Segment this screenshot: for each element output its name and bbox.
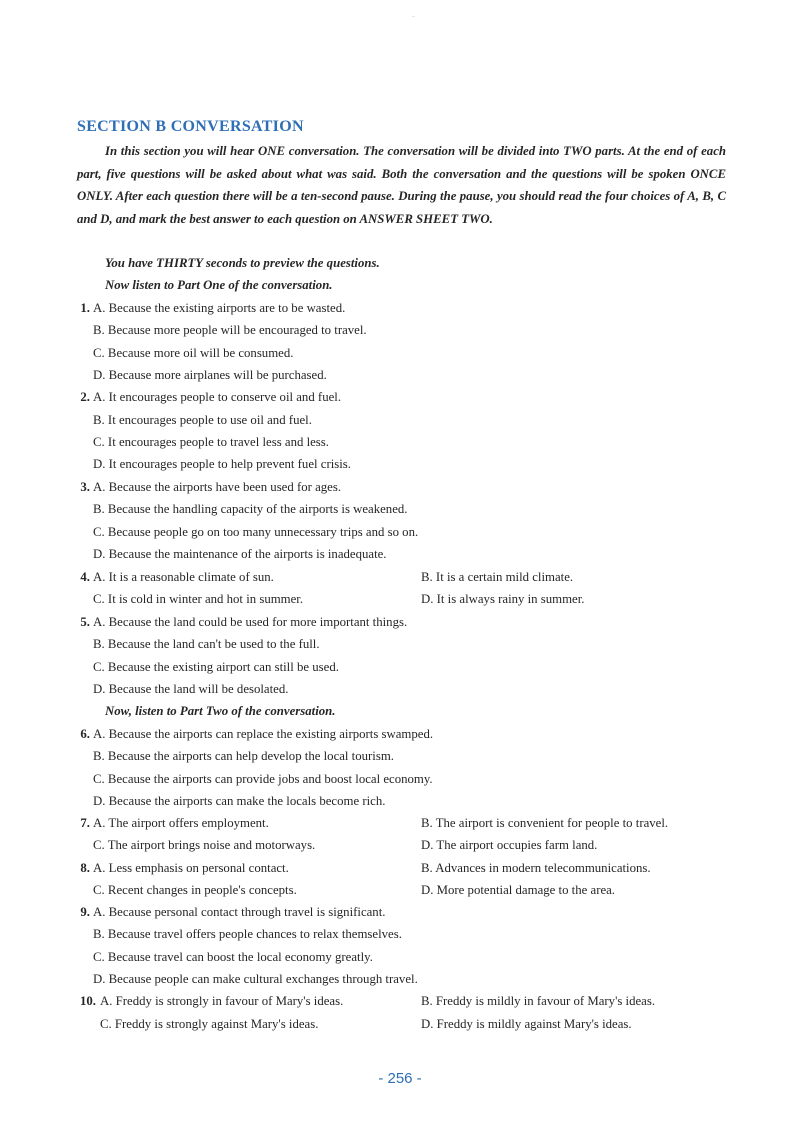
option-b: B. It encourages people to use oil and fuel. [93, 413, 312, 427]
preview-note: You have THIRTY seconds to preview the questions. [105, 256, 380, 270]
option-a: A. Less emphasis on personal contact. [93, 861, 289, 875]
option-b: B. Because more people will be encouraged to travel. [93, 323, 367, 337]
option-d: D. The airport occupies farm land. [421, 838, 598, 852]
option-d: D. Because the maintenance of the airports is inadequate. [93, 547, 387, 561]
option-c: C. Because the airports can provide jobs and boost local economy. [93, 772, 433, 786]
option-a: A. Freddy is strongly in favour of Mary's ideas. [100, 994, 344, 1008]
option-d: D. It encourages people to help prevent fuel crisis. [93, 457, 351, 471]
option-b: B. Freddy is mildly in favour of Mary's ideas. [421, 994, 656, 1008]
option-b: B. Because the handling capacity of the airports is weakened. [93, 502, 408, 516]
question-number: 9. [80, 905, 90, 919]
option-c: C. It encourages people to travel less and less. [93, 435, 329, 449]
option-c: C. Recent changes in people's concepts. [93, 883, 297, 897]
option-d: D. Because more airplanes will be purchased. [93, 368, 327, 382]
option-c: C. The airport brings noise and motorways. [93, 838, 316, 852]
option-c: C. It is cold in winter and hot in summer. [93, 592, 304, 606]
page-number: - 256 - [378, 1070, 422, 1087]
question-number: 3. [80, 480, 90, 494]
option-b: B. Because the airports can help develop the local tourism. [93, 749, 394, 763]
section-title: SECTION B CONVERSATION [77, 118, 304, 135]
question-number: 5. [80, 615, 90, 629]
option-c: C. Freddy is strongly against Mary's ideas. [100, 1017, 319, 1031]
question-number: 6. [80, 727, 90, 741]
option-b: B. Because travel offers people chances to relax themselves. [93, 927, 402, 941]
option-b: B. It is a certain mild climate. [421, 570, 574, 584]
option-a: A. Because the existing airports are to be wasted. [93, 301, 346, 315]
option-a: A. Because the airports have been used for ages. [93, 480, 342, 494]
option-d: D. It is always rainy in summer. [421, 592, 585, 606]
option-c: C. Because people go on too many unnecessary trips and so on. [93, 525, 419, 539]
option-a: A. It is a reasonable climate of sun. [93, 570, 274, 584]
option-a: A. Because the airports can replace the existing airports swamped. [93, 727, 434, 741]
option-b: B. Because the land can't be used to the full. [93, 637, 320, 651]
option-c: C. Because the existing airport can still be used. [93, 660, 339, 674]
option-c: C. Because travel can boost the local economy greatly. [93, 950, 373, 964]
question-number: 2. [80, 390, 90, 404]
option-a: A. It encourages people to conserve oil and fuel. [93, 390, 342, 404]
question-number: 7. [80, 816, 90, 830]
option-d: D. More potential damage to the area. [421, 883, 616, 897]
section-instructions: In this section you will hear ONE conversation. The conversation will be divided into TWO parts. At the end of each part, five questions will be asked about what was said. Both the conversation and the questions will be spoken ONCE ONLY. After each question there will be a ten-second pause. During the pause, you should read the four choices of A, B, C and D, and mark the best answer to each question on ANSWER SHEET TWO. [77, 144, 726, 226]
part-two-note: Now, listen to Part Two of the conversation. [105, 704, 336, 718]
question-number: 4. [80, 570, 90, 584]
option-b: B. Advances in modern telecommunications. [421, 861, 651, 875]
option-d: D. Freddy is mildly against Mary's ideas. [421, 1017, 632, 1031]
scan-mark [412, 16, 415, 17]
option-a: A. Because personal contact through travel is significant. [93, 905, 386, 919]
option-a: A. Because the land could be used for more important things. [93, 615, 408, 629]
option-d: D. Because the airports can make the locals become rich. [93, 794, 386, 808]
option-d: D. Because the land will be desolated. [93, 682, 289, 696]
option-d: D. Because people can make cultural exchanges through travel. [93, 972, 418, 986]
option-c: C. Because more oil will be consumed. [93, 346, 294, 360]
question-number: 1. [80, 301, 90, 315]
part-one-note: Now listen to Part One of the conversation. [105, 278, 333, 292]
option-a: A. The airport offers employment. [93, 816, 269, 830]
question-number: 10. [80, 994, 96, 1008]
option-b: B. The airport is convenient for people to travel. [421, 816, 669, 830]
question-number: 8. [80, 861, 90, 875]
